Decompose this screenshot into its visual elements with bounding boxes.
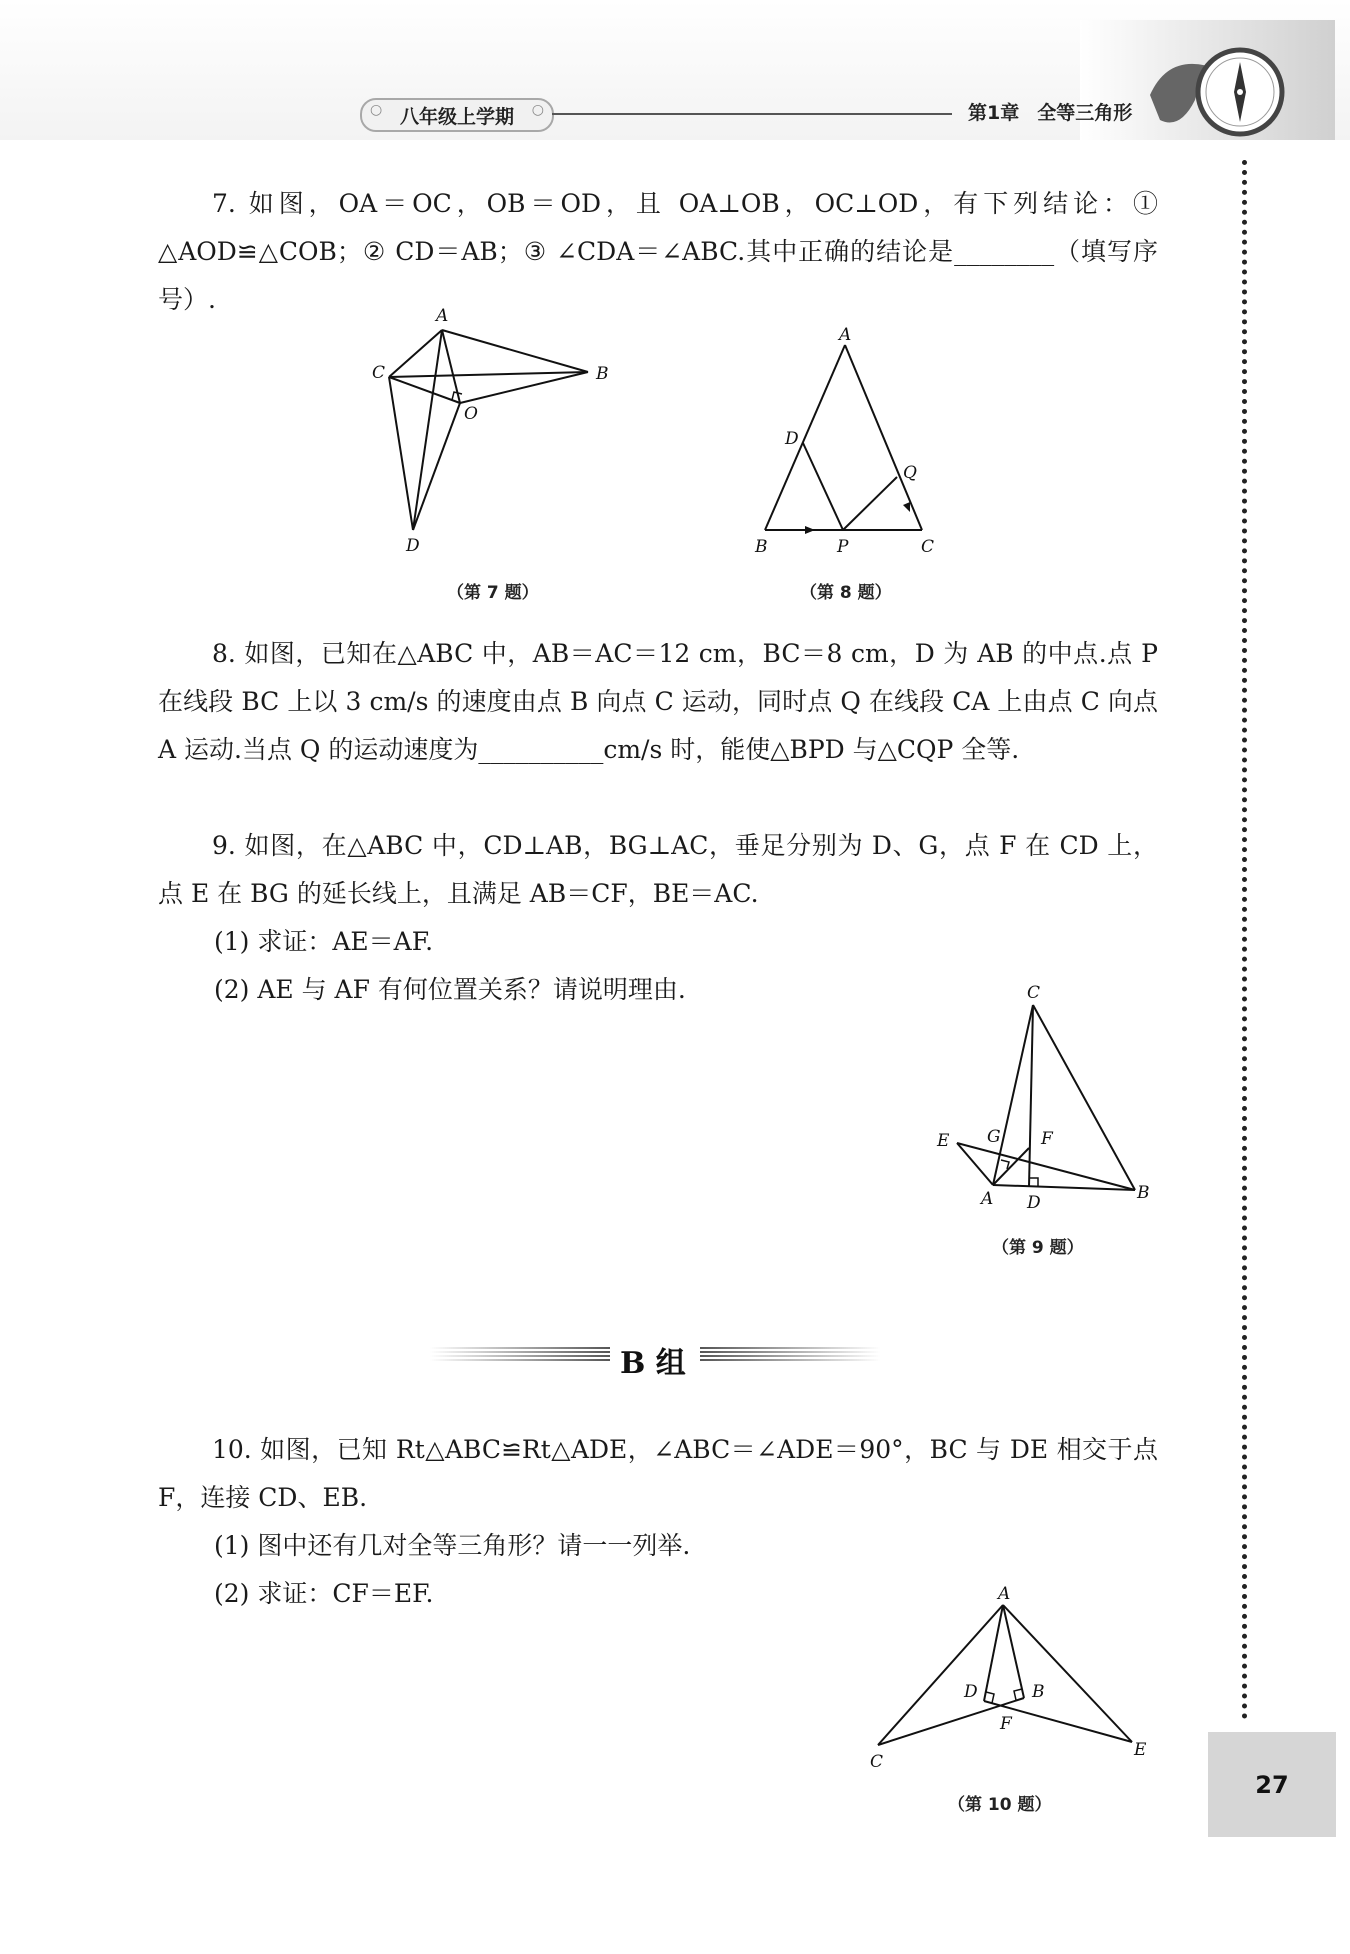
fig7-label-a: A [436, 306, 449, 326]
question-10-part-2: (2) 求证：CF＝EF. [214, 1579, 434, 1608]
fig8-segment-ac [845, 345, 922, 530]
fig9-segment-cd [1029, 1005, 1033, 1187]
header-rule [552, 113, 952, 115]
fig8-label-a: A [839, 325, 852, 345]
fig7-segment-ob [460, 372, 588, 403]
figure-8 [745, 320, 955, 560]
fig9-label-e: E [937, 1131, 950, 1151]
fig7-segment-oa [442, 330, 460, 403]
fig10-segment-ab [1003, 1605, 1024, 1698]
fig9-segment-ea [957, 1143, 993, 1185]
fig10-label-c: C [870, 1752, 884, 1772]
fig8-label-d: D [785, 429, 799, 449]
fig9-label-b: B [1137, 1183, 1150, 1203]
fig10-segment-ae [1003, 1605, 1132, 1742]
question-9: 9. 如图，在△ABC 中，CD⊥AB，BG⊥AC，垂足分别为 D、G，点 F 在 CD 上，点 E 在 BG 的延长线上，且满足 AB＝CF，BE＝AC. [158, 831, 1158, 908]
book-label-text: ○ 八年级上学期 [399, 105, 514, 128]
fig7-label-d: D [406, 536, 420, 556]
group-b-divider-right [700, 1347, 880, 1363]
fig7-segment-ab [442, 330, 588, 372]
fig7-segment-cd [389, 377, 413, 530]
fig10-label-d: D [964, 1682, 978, 1702]
fig9-label-c: C [1027, 983, 1041, 1003]
fig7-right-angle-mark [452, 392, 462, 400]
fig9-label-d: D [1027, 1193, 1041, 1213]
fig10-label-b: B [1032, 1682, 1045, 1702]
fig9-right-angle-mark-g [1001, 1160, 1009, 1169]
fig8-label-c: C [921, 537, 935, 557]
fig7-segment-oc [389, 377, 460, 403]
figure-7-caption: （第 7 题） [447, 583, 539, 603]
question-10-part-1: (1) 图中还有几对全等三角形？请一一列举. [214, 1531, 691, 1560]
group-b-divider-left [430, 1347, 610, 1363]
fig9-label-g: G [987, 1127, 1001, 1147]
question-9-part-1: (1) 求证：AE＝AF. [214, 927, 434, 956]
fig7-label-b: B [596, 364, 609, 384]
fig7-segment-od [413, 403, 460, 530]
page-number [1208, 1732, 1336, 1837]
fig8-segment-ab [765, 345, 845, 530]
fig7-segment-cb [389, 372, 588, 377]
fig8-segment-dp [803, 443, 843, 530]
figure-10 [860, 1585, 1150, 1780]
fig10-label-e: E [1134, 1740, 1147, 1760]
fig9-segment-cb [1033, 1005, 1135, 1190]
group-b-title: B 组 [620, 1346, 686, 1381]
chapter-title: 全等三角形 [1037, 102, 1133, 124]
fig10-label-a: A [998, 1584, 1011, 1604]
figure-8-caption: （第 8 题） [800, 583, 892, 603]
figure-9 [925, 980, 1165, 1213]
figure-10-caption: （第 10 题） [948, 1795, 1052, 1815]
page-number-text: 27 [1255, 1770, 1289, 1799]
fig9-segment-eb [957, 1143, 1135, 1190]
fig8-label-b: B [755, 537, 768, 557]
chapter-heading [968, 98, 1150, 125]
fig8-arrow-p [805, 526, 815, 534]
question-10: 10. 如图，已知 Rt△ABC≌Rt△ADE，∠ABC＝∠ADE＝90°，BC 与 DE 相交于点 F，连接 CD、EB. [158, 1435, 1158, 1512]
fig7-segment-ca [389, 330, 442, 377]
chapter-number: 第1章 [968, 102, 1020, 124]
figure-7 [370, 305, 620, 565]
fig10-label-f: F [1000, 1714, 1012, 1734]
fig8-arrow-q [903, 502, 910, 512]
question-8: 8. 如图，已知在△ABC 中，AB＝AC＝12 cm，BC＝8 cm，D 为 AB 的中点.点 P 在线段 BC 上以 3 cm/s 的速度由点 B 向点 C 运动，同时点 Q 在线段 CA 上由点 C 向点 A 运动.当点 Q 的运动速度为__________cm/s 时，能使△BPD 与△CQP 全等. [158, 639, 1158, 764]
book-label [360, 98, 554, 132]
fig9-segment-ab [993, 1185, 1135, 1190]
fig7-segment-ad [413, 330, 442, 530]
fig7-label-o: O [464, 404, 478, 424]
fig8-label-q: Q [903, 463, 917, 483]
fig8-segment-pq [843, 477, 897, 530]
compass-clock-icon [1140, 40, 1290, 140]
question-7: 7. 如图，OA＝OC，OB＝OD，且 OA⊥OB，OC⊥OD，有下列结论：① △AOD≌△COB；② CD＝AB；③ ∠CDA＝∠ABC.其中正确的结论是________（填写序号）. [158, 189, 1158, 314]
fig7-label-c: C [372, 363, 386, 383]
figure-9-caption: （第 9 题） [992, 1238, 1084, 1258]
fig9-label-f: F [1041, 1129, 1053, 1149]
fig9-label-a: A [981, 1189, 994, 1209]
fig10-segment-ad [984, 1605, 1003, 1701]
question-9-part-2: (2) AE 与 AF 有何位置关系？请说明理由. [214, 975, 686, 1004]
margin-dotted-line [1242, 160, 1247, 1720]
fig8-label-p: P [837, 537, 849, 557]
